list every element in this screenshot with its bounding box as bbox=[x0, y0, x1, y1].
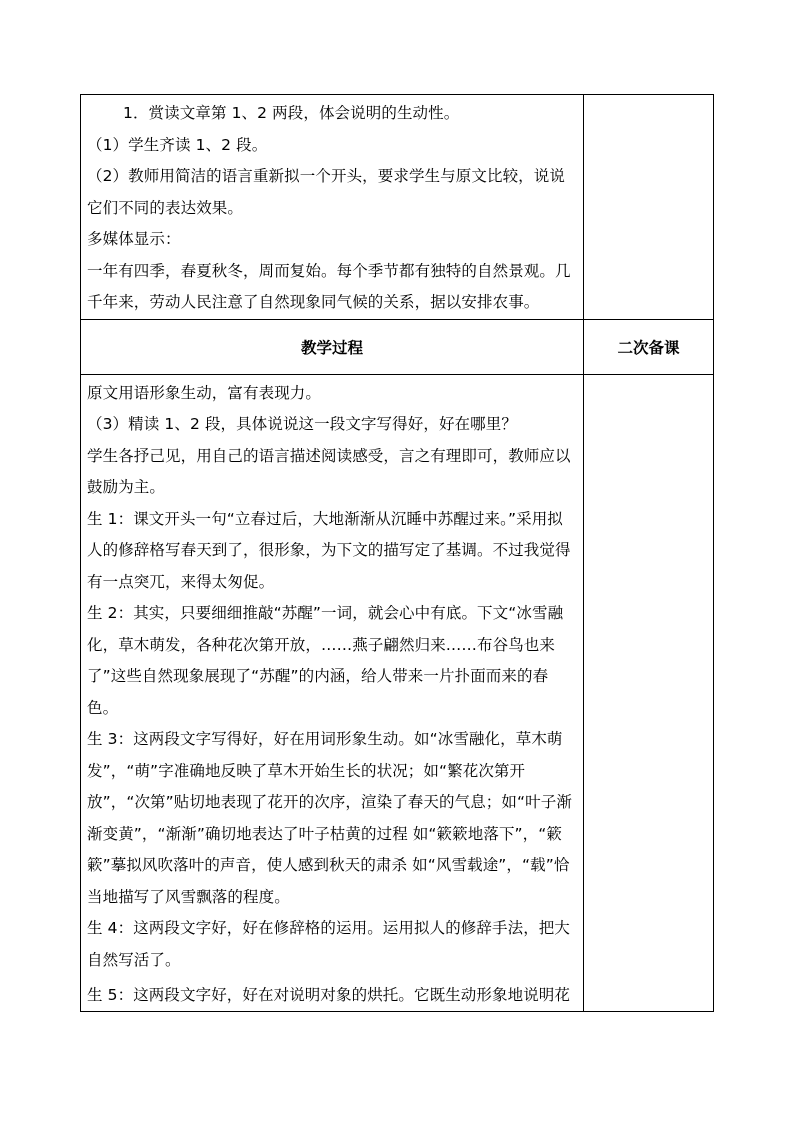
teaching-process-header: 教学过程 bbox=[81, 319, 584, 374]
lesson-plan-table bbox=[80, 94, 714, 1012]
table-header-row bbox=[81, 319, 714, 374]
student-answer-2: 生 2：其实，只要细细推敲“苏醒”一词，就会心中有底。下文“冰雪融化，草木萌发，各种花次第开放，……燕子翩然归来……布谷鸟也来了”这些自然现象展现了“苏醒”的内涵，给人带来一片扑面而来的春色。 bbox=[87, 604, 564, 717]
student-answer-5: 生 5：这两段文字好，好在对说明对象的烘托。它既生动形象地说明花 bbox=[87, 986, 570, 1004]
secondary-prep-header: 二次备课 bbox=[584, 319, 714, 374]
paragraph: 一年有四季，春夏秋冬，周而复始。每个季节都有独特的自然景观。几千年来，劳动人民注意了自然现象同气候的关系，据以安排农事。 bbox=[87, 261, 571, 311]
paragraph: （2）教师用简洁的语言重新拟一个开头，要求学生与原文比较，说说它们不同的表达效果。 bbox=[87, 167, 565, 217]
paragraph: 原文用语形象生动，富有表现力。 bbox=[87, 383, 322, 402]
paragraph: （3）精读 1、2 段，具体说说这一段文字写得好，好在哪里？ bbox=[87, 415, 517, 433]
table-row bbox=[81, 95, 714, 320]
student-answer-3: 生 3：这两段文字写得好，好在用词形象生动。如“冰雪融化，草木萌发”，“萌”字准确地反映了草木开始生长的状况；如“繁花次第开放”，“次第”贴切地表现了花开的次序，渲染了春天的气息；如“叶子渐渐变黄”，“渐渐”确切地表达了叶子枯黄的过程 如“簌簌地落下”，“簌簌”摹拟风吹落叶的声音，使人感到秋天的肃杀 如“风雪载途”，“载”恰当地描写了风雪飘落的程度。 bbox=[87, 730, 572, 906]
process-cell-main bbox=[81, 374, 584, 1011]
process-cell-top bbox=[81, 95, 584, 320]
paragraph: （1）学生齐读 1、2 段。 bbox=[87, 135, 268, 154]
student-answer-4: 生 4：这两段文字好，好在修辞格的运用。运用拟人的修辞手法，把大自然写活了。 bbox=[87, 919, 570, 969]
table-row bbox=[81, 374, 714, 1011]
paragraph: 学生各抒己见，用自己的语言描述阅读感受，言之有理即可，教师应以鼓励为主。 bbox=[87, 446, 571, 496]
paragraph: 多媒体显示： bbox=[87, 230, 181, 248]
student-answer-1: 生 1：课文开头一句“立春过后，大地渐渐从沉睡中苏醒过来。”采用拟人的修辞格写春天到了，很形象，为下文的描写定了基调。不过我觉得有一点突兀，来得太匆促。 bbox=[87, 509, 571, 591]
step-heading: 1．赏读文章第 1、2 两段，体会说明的生动性。 bbox=[123, 104, 460, 122]
secondary-prep-cell-main bbox=[584, 374, 714, 1011]
secondary-prep-cell-top bbox=[584, 95, 714, 320]
